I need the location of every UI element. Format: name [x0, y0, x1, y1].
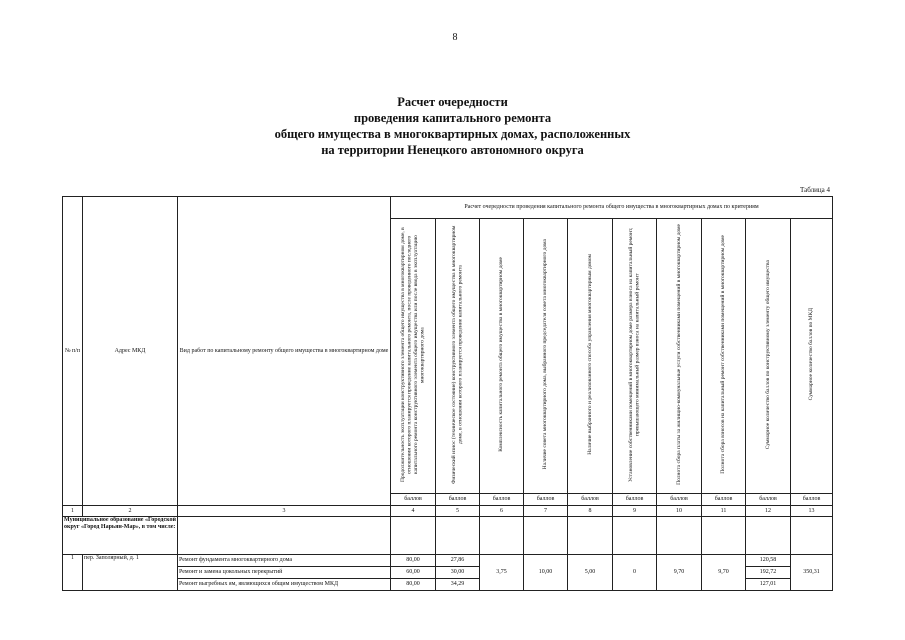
row-c7: 10,00: [524, 555, 568, 591]
header-criterion-text: Продолжительность эксплуатации конструктивного элемента общего имущества в многоквартирном доме, в отношении которого планируется проведение капитального ремонта, после проведенного последнего капитального ремонта конструктивного элемента общего имущества или после ввода в эксплуатацию многоквартирного дома: [400, 227, 426, 482]
row-c6: 3,75: [480, 555, 524, 591]
column-number: 6: [480, 506, 524, 517]
row-c8: 5,00: [568, 555, 613, 591]
header-criterion-text: Суммарное количество баллов по конструктивному элементу общего имущества: [764, 259, 771, 450]
unit-label: баллов: [524, 494, 568, 506]
header-work: Вид работ по капитальному ремонту общего имущества в многоквартирном доме: [178, 197, 391, 506]
column-number: 11: [702, 506, 746, 517]
empty-cell: [524, 517, 568, 555]
column-number: 4: [391, 506, 436, 517]
empty-cell: [613, 517, 657, 555]
title-line: Расчет очередности: [397, 95, 508, 109]
unit-label: баллов: [791, 494, 833, 506]
empty-cell: [568, 517, 613, 555]
empty-cell: [391, 517, 436, 555]
column-number: 5: [436, 506, 480, 517]
row-c4: 60,00: [391, 567, 436, 579]
empty-cell: [436, 517, 480, 555]
empty-cell: [702, 517, 746, 555]
header-criteria-group: Расчет очередности проведения капитального ремонта общего имущества в многоквартирных домах по критериям: [391, 197, 833, 219]
title-line: на территории Ненецкого автономного округа: [321, 143, 584, 157]
header-num: № п/п: [63, 197, 83, 506]
empty-cell: [791, 517, 833, 555]
row-c5: 27,86: [436, 555, 480, 567]
header-criterion-text: Физический износ (техническое состояние) конструктивного элемента общего имущества в многоквартирном доме, в отношении которого планируется проведение капитального ремонта: [451, 225, 464, 484]
header-criterion-text: Комплексность капитального ремонта общего имущества в многоквартирном доме: [498, 257, 505, 452]
column-number: 1: [63, 506, 83, 517]
unit-label: баллов: [391, 494, 436, 506]
header-criterion-text: Полнота сбора платы за жилищно-коммунальные услуги собственниками помещений в многоквартирном доме: [675, 224, 682, 485]
table-label: Таблица 4: [800, 186, 830, 194]
row-c13: 350,31: [791, 555, 833, 591]
empty-cell: [178, 517, 391, 555]
row-number: 1: [63, 555, 83, 591]
header-criterion-11: [702, 219, 746, 494]
column-number: 3: [178, 506, 391, 517]
row-c5: 30,00: [436, 567, 480, 579]
empty-cell: [657, 517, 702, 555]
row-c4: 80,00: [391, 579, 436, 591]
unit-label: баллов: [436, 494, 480, 506]
column-number: 7: [524, 506, 568, 517]
header-criterion-text: Наличие совета многоквартирного дома, выбранного председателя совета многоквартирного дома: [542, 239, 549, 470]
header-criterion-7: [524, 219, 568, 494]
table-row: [63, 555, 833, 567]
unit-label: баллов: [746, 494, 791, 506]
header-criterion-9: [613, 219, 657, 494]
header-criterion-text: Полнота сбора взносов на капитальный ремонт собственниками помещений в многоквартирном доме: [720, 235, 727, 474]
priority-table: [62, 196, 833, 591]
header-criterion-8: [568, 219, 613, 494]
header-criterion-4: [391, 219, 436, 494]
title-line: проведения капитального ремонта: [353, 111, 552, 125]
row-c12: 192,72: [746, 567, 791, 579]
empty-cell: [746, 517, 791, 555]
unit-label: баллов: [657, 494, 702, 506]
column-number: 9: [613, 506, 657, 517]
row-c9: 0: [613, 555, 657, 591]
header-criterion-13: [791, 219, 833, 494]
header-criterion-text: Установление собственниками помещений в многоквартирном доме размера взноса на капитальный ремонт, превышающего минимальный размер взноса на капитальный ремонт: [628, 227, 641, 482]
column-number: 8: [568, 506, 613, 517]
header-address: Адрес МКД: [83, 197, 178, 506]
row-c10: 9,70: [657, 555, 702, 591]
unit-label: баллов: [613, 494, 657, 506]
document-title: [200, 94, 705, 158]
header-criterion-12: [746, 219, 791, 494]
row-work: Ремонт фундамента многоквартирного дома: [178, 555, 391, 567]
column-number: 2: [83, 506, 178, 517]
row-c12: 120,58: [746, 555, 791, 567]
row-work: Ремонт и замена цокольных перекрытий: [178, 567, 391, 579]
column-number: 12: [746, 506, 791, 517]
row-c5: 34,29: [436, 579, 480, 591]
header-criterion-text: Суммарное количество баллов по МКД: [808, 308, 815, 401]
row-c11: 9,70: [702, 555, 746, 591]
header-criterion-5: [436, 219, 480, 494]
page-number: 8: [452, 32, 458, 43]
header-criterion-6: [480, 219, 524, 494]
unit-label: баллов: [702, 494, 746, 506]
title-line: общего имущества в многоквартирных домах, расположенных: [274, 127, 631, 141]
column-number: 10: [657, 506, 702, 517]
row-work: Ремонт выгребных ям, являющихся общим имуществом МКД: [178, 579, 391, 591]
municipality-cell: Муниципальное образование «Городской округ «Город Нарьян-Мар», в том числе:: [63, 517, 178, 555]
header-criterion-text: Наличие выбранного и реализованного способа управления многоквартирным домом: [586, 254, 593, 455]
row-c12: 127,01: [746, 579, 791, 591]
unit-label: баллов: [568, 494, 613, 506]
unit-label: баллов: [480, 494, 524, 506]
row-c4: 80,00: [391, 555, 436, 567]
column-number: 13: [791, 506, 833, 517]
empty-cell: [480, 517, 524, 555]
row-address: пер. Заполярный, д. 1: [83, 555, 178, 591]
header-criterion-10: [657, 219, 702, 494]
